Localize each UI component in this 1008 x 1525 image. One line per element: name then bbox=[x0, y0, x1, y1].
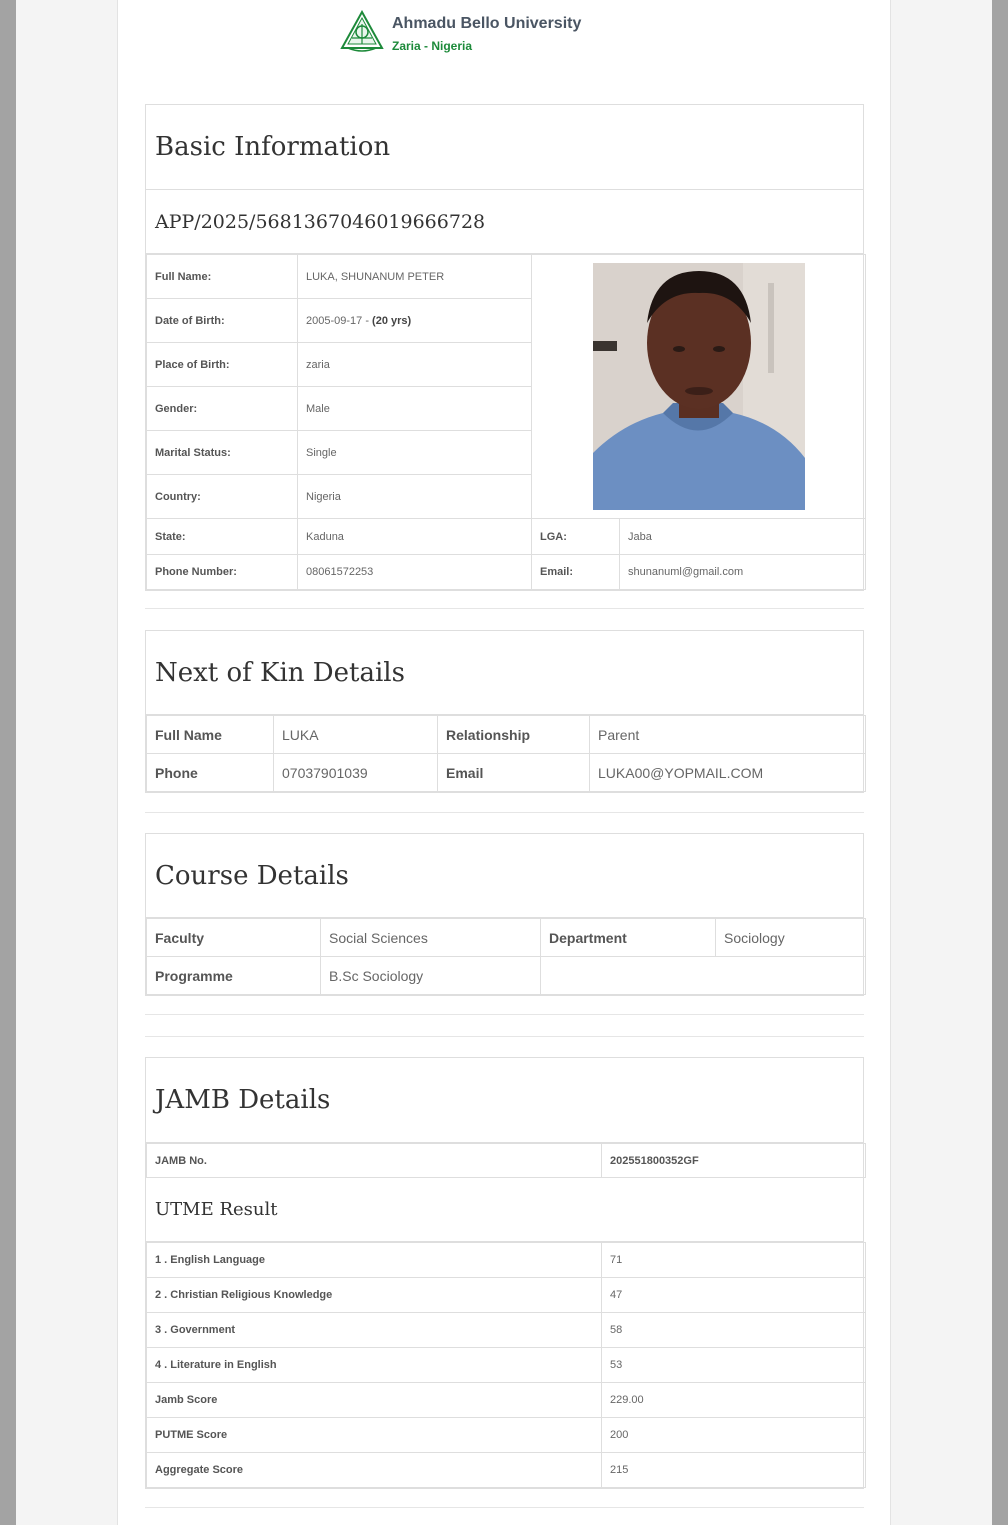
table-row bbox=[147, 919, 866, 957]
empty-cell bbox=[541, 957, 866, 995]
programme-value: B.Sc Sociology bbox=[321, 957, 541, 995]
email-label: Email: bbox=[532, 555, 620, 590]
applicant-photo bbox=[593, 263, 805, 510]
document-page bbox=[117, 0, 891, 1525]
table-row bbox=[147, 957, 866, 995]
country-value: Nigeria bbox=[298, 475, 532, 519]
result-subject-score: 53 bbox=[602, 1348, 866, 1383]
course-card bbox=[145, 833, 864, 996]
table-row bbox=[147, 1243, 866, 1278]
result-subject-score: 47 bbox=[602, 1278, 866, 1313]
result-subject-label: 3 . Government bbox=[147, 1313, 602, 1348]
kin-phone-label: Phone bbox=[147, 754, 274, 792]
kin-email-label: Email bbox=[438, 754, 590, 792]
state-value: Kaduna bbox=[298, 519, 532, 555]
photo-cell bbox=[532, 255, 866, 519]
divider bbox=[145, 1507, 864, 1508]
next-of-kin-table bbox=[146, 715, 866, 792]
result-subject-score: 58 bbox=[602, 1313, 866, 1348]
email-value: shunanuml@gmail.com bbox=[620, 555, 866, 590]
table-row bbox=[147, 716, 866, 754]
basic-info-title: Basic Information bbox=[146, 105, 863, 190]
jamb-no-table bbox=[146, 1143, 866, 1178]
jamb-score-label: Jamb Score bbox=[147, 1383, 602, 1418]
faculty-label: Faculty bbox=[147, 919, 321, 957]
table-row bbox=[147, 1348, 866, 1383]
kin-email-value: LUKA00@YOPMAIL.COM bbox=[590, 754, 866, 792]
table-row bbox=[147, 1144, 866, 1178]
basic-info-card bbox=[145, 104, 864, 591]
lga-value: Jaba bbox=[620, 519, 866, 555]
jamb-no-label: JAMB No. bbox=[147, 1144, 602, 1178]
programme-label: Programme bbox=[147, 957, 321, 995]
table-row bbox=[147, 1453, 866, 1488]
kin-relationship-value: Parent bbox=[590, 716, 866, 754]
dob-date: 2005-09-17 - bbox=[306, 314, 373, 327]
course-table bbox=[146, 918, 866, 995]
aggregate-score-value: 215 bbox=[602, 1453, 866, 1488]
full-name-value: LUKA, SHUNANUM PETER bbox=[298, 255, 532, 299]
result-subject-label: 1 . English Language bbox=[147, 1243, 602, 1278]
left-frame bbox=[0, 0, 16, 1525]
phone-value: 08061572253 bbox=[298, 555, 532, 590]
department-label: Department bbox=[541, 919, 716, 957]
dob-value bbox=[298, 299, 532, 343]
pob-value: zaria bbox=[298, 343, 532, 387]
age-value: (20 yrs) bbox=[372, 314, 412, 327]
result-subject-score: 71 bbox=[602, 1243, 866, 1278]
marital-status-label: Marital Status: bbox=[147, 431, 298, 475]
divider bbox=[145, 812, 864, 813]
kin-relationship-label: Relationship bbox=[438, 716, 590, 754]
dob-label: Date of Birth: bbox=[147, 299, 298, 343]
table-row bbox=[147, 1278, 866, 1313]
university-logo-icon bbox=[340, 10, 384, 52]
result-subject-label: 4 . Literature in English bbox=[147, 1348, 602, 1383]
full-name-label: Full Name: bbox=[147, 255, 298, 299]
utme-result-title: UTME Result bbox=[146, 1178, 863, 1242]
right-frame bbox=[992, 0, 1008, 1525]
jamb-title: JAMB Details bbox=[146, 1058, 863, 1143]
result-subject-label: 2 . Christian Religious Knowledge bbox=[147, 1278, 602, 1313]
table-row bbox=[147, 1418, 866, 1453]
basic-info-table bbox=[146, 254, 866, 590]
gender-value: Male bbox=[298, 387, 532, 431]
table-row bbox=[147, 754, 866, 792]
putme-score-label: PUTME Score bbox=[147, 1418, 602, 1453]
putme-score-value: 200 bbox=[602, 1418, 866, 1453]
application-number: APP/2025/5681367046019666728 bbox=[146, 190, 863, 254]
table-row bbox=[147, 1313, 866, 1348]
divider bbox=[145, 1014, 864, 1015]
faculty-value: Social Sciences bbox=[321, 919, 541, 957]
next-of-kin-card bbox=[145, 630, 864, 793]
university-name: Ahmadu Bello University bbox=[392, 15, 582, 32]
phone-label: Phone Number: bbox=[147, 555, 298, 590]
kin-full-name-label: Full Name bbox=[147, 716, 274, 754]
aggregate-score-label: Aggregate Score bbox=[147, 1453, 602, 1488]
course-title: Course Details bbox=[146, 834, 863, 918]
jamb-card bbox=[145, 1057, 864, 1489]
divider bbox=[145, 1036, 864, 1037]
gender-label: Gender: bbox=[147, 387, 298, 431]
next-of-kin-title: Next of Kin Details bbox=[146, 631, 863, 715]
table-row bbox=[147, 555, 866, 590]
kin-phone-value: 07037901039 bbox=[274, 754, 438, 792]
table-row bbox=[147, 519, 866, 555]
utme-result-table bbox=[146, 1242, 866, 1488]
jamb-score-value: 229.00 bbox=[602, 1383, 866, 1418]
pob-label: Place of Birth: bbox=[147, 343, 298, 387]
table-row bbox=[147, 255, 866, 299]
university-brand bbox=[340, 10, 581, 53]
lga-label: LGA: bbox=[532, 519, 620, 555]
jamb-no-value: 202551800352GF bbox=[602, 1144, 866, 1178]
university-location: Zaria - Nigeria bbox=[392, 39, 473, 53]
table-row bbox=[147, 1383, 866, 1418]
divider bbox=[145, 608, 864, 609]
country-label: Country: bbox=[147, 475, 298, 519]
marital-status-value: Single bbox=[298, 431, 532, 475]
department-value: Sociology bbox=[716, 919, 866, 957]
state-label: State: bbox=[147, 519, 298, 555]
kin-full-name-value: LUKA bbox=[274, 716, 438, 754]
